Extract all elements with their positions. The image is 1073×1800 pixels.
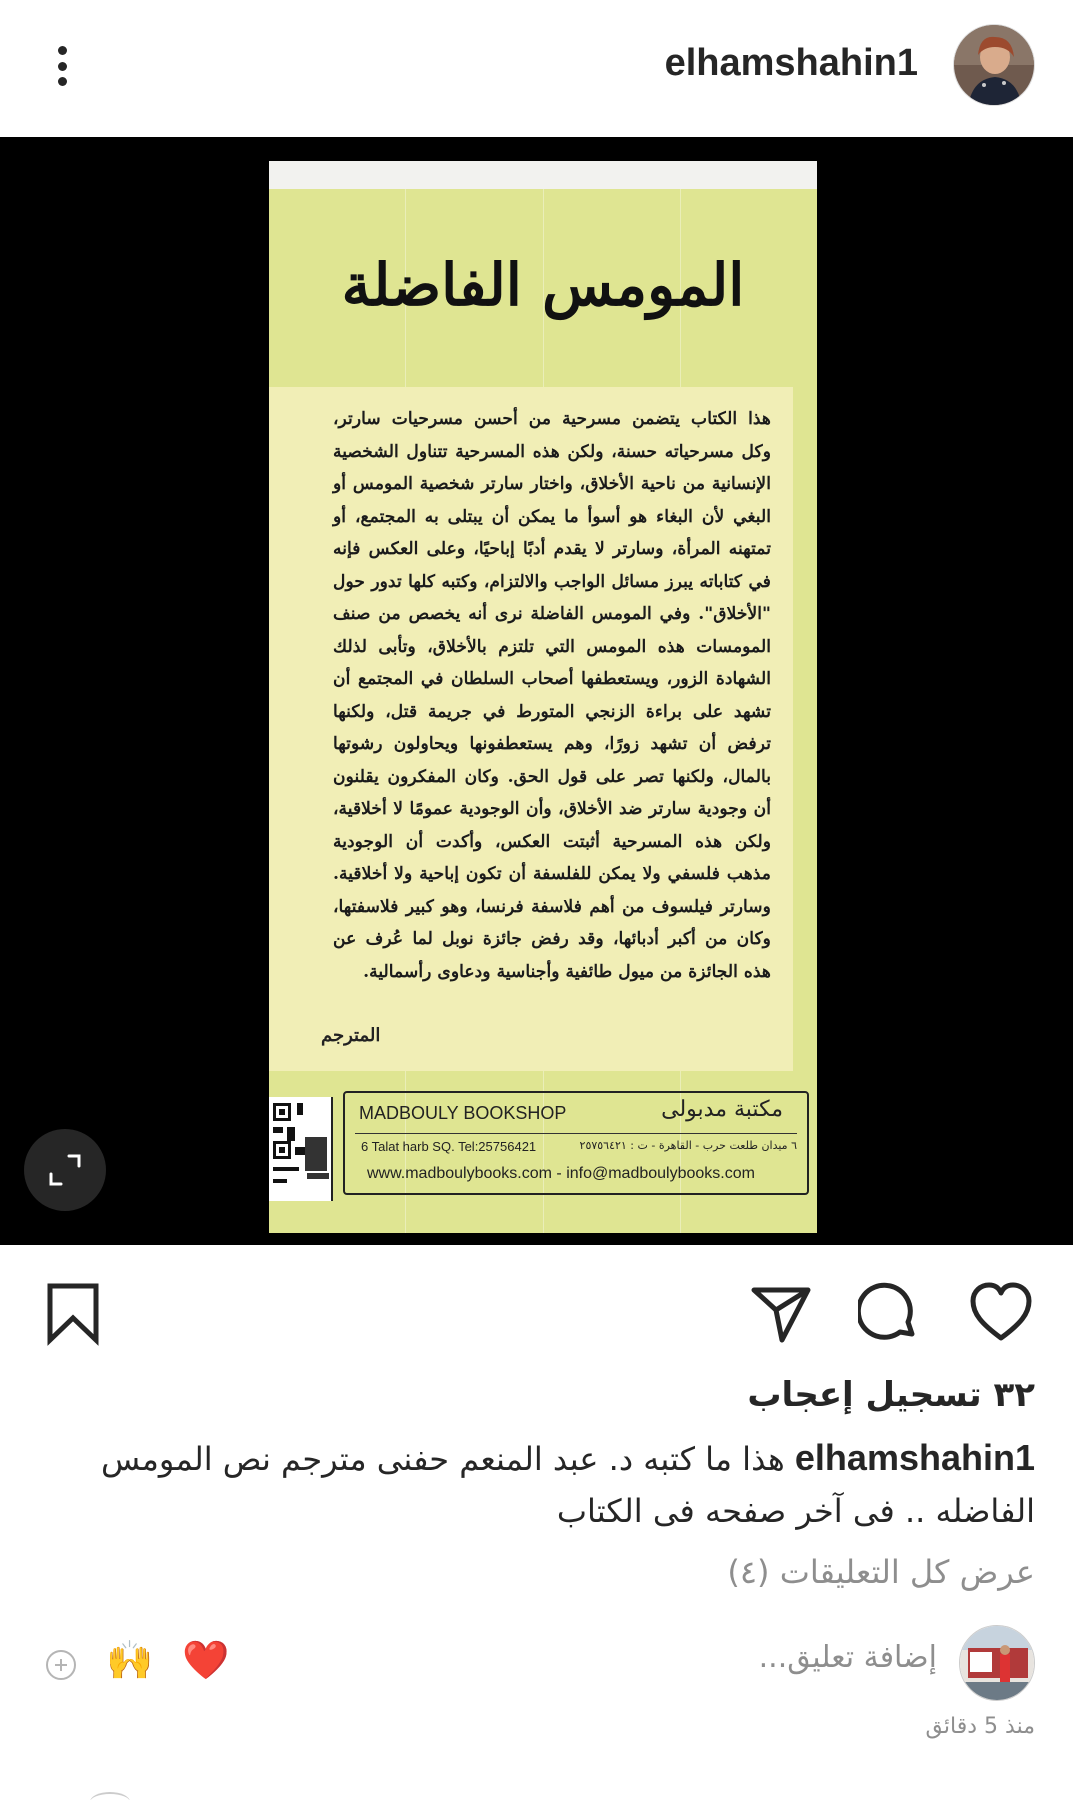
dot [58, 62, 67, 71]
add-comment-input[interactable]: إضافة تعليق... [758, 1640, 937, 1675]
publisher-address-ar: ٦ ميدان طلعت حرب - القاهرة - ت : ٢٥٧٥٦٤٢١ [579, 1139, 797, 1152]
publisher-box [343, 1091, 809, 1195]
divider [355, 1133, 797, 1134]
send-icon [748, 1280, 814, 1346]
publisher-name-ar: مكتبة مدبولى [661, 1097, 783, 1122]
book-blurb-text: هذا الكتاب يتضمن مسرحية من أحسن مسرحيات سارتر، وكل مسرحياته حسنة، ولكن هذه المسرحية تتناول الشخصية الإنسانية من ناحية الأخلاق، واختار سارتر شخصية المومس أو البغي لأن البغاء هو أسوأ ما يمكن أن يبتلى به المجتمع، أو تمتهنه المرأة، وسارتر لا يقدم أدبًا إباحيًا، وعلى العكس فإنه في كتاباته يبرز مسائل الواجب والالتزام، وكتبه كلها تدور حول "الأخلاق". وفي المومس الفاضلة نرى أنه يخصص من صنف المومسات هذه المومس التي تلتزم بالأخلاق، وتأبى لذلك الشهادة الزور، ويستعطفها أصحاب السلطان في المجتمع أن تشهد على براءة الزنجي المتورط في جريمة قتل، ولكنها ترفض أن تشهد زورًا، وهم يستعطفونها ويحاولون رشوتها بالمال، ولكنها تصر على قول الحق. وكان المفكرون يقلنون أن وجودية سارتر ضد الأخلاق، وأن الوجودية عمومًا لا أخلاقية، ولكن هذه المسرحية أثبتت العكس، وأكدت أن الوجودية مذهب فلسفي ولا يمكن للفلسفة أن تكون إباحية ولا أخلاقية. وسارتر فيلسوف من أهم فلاسفة فرنسا، وهو كبير فلاسفتها، وكان من أكبر أدبائها، وقد رفض جائزة نوبل لما عُرف عن هذه الجائزة من ميول طائفية وأجناسية ودعاوى رأسمالية. [333, 409, 771, 982]
like-button[interactable] [968, 1280, 1034, 1346]
publisher-address-en: 6 Talat harb SQ. Tel:25756421 [361, 1139, 537, 1154]
book-blurb-box [269, 387, 793, 1071]
caption-username[interactable]: elhamshahin1 [794, 1437, 1035, 1478]
dot [58, 46, 67, 55]
comment-icon [858, 1280, 924, 1346]
post-timestamp: منذ 5 دقائق [925, 1714, 1035, 1739]
add-emoji-icon[interactable] [46, 1650, 76, 1680]
heart-emoji-button[interactable]: ❤️ [182, 1638, 230, 1682]
page-top-strip [269, 161, 817, 189]
view-all-comments-link[interactable]: عرض كل التعليقات (٤) [727, 1553, 1035, 1591]
book-back-cover-image [269, 161, 817, 1233]
post-media[interactable] [0, 137, 1073, 1245]
book-title: المومس الفاضلة [341, 251, 745, 319]
post-caption [35, 1432, 1035, 1537]
translator-signature: المترجم [321, 1025, 381, 1046]
raised-hands-emoji-button[interactable]: 🙌 [106, 1638, 154, 1682]
bookmark-icon [40, 1280, 106, 1346]
profile-avatar[interactable] [953, 24, 1035, 106]
expand-button[interactable] [24, 1129, 106, 1211]
post-username[interactable]: elhamshahin1 [664, 42, 918, 84]
expand-icon [45, 1150, 85, 1190]
qr-code [269, 1097, 333, 1201]
more-options-button[interactable] [44, 40, 80, 92]
likes-count[interactable]: ٣٢ تسجيل إعجاب [747, 1375, 1035, 1415]
share-button[interactable] [748, 1280, 814, 1346]
post-header [0, 0, 1073, 137]
publisher-name-en: MADBOULY BOOKSHOP [359, 1103, 567, 1123]
publisher-website: www.madboulybooks.com - info@madboulybooks.com [367, 1165, 755, 1182]
current-user-avatar [959, 1625, 1035, 1701]
dot [58, 77, 67, 86]
save-button[interactable] [40, 1280, 106, 1346]
heart-icon [968, 1280, 1034, 1346]
next-post-edge [90, 1792, 130, 1800]
caption-text: هذا ما كتبه د. عبد المنعم حفنى مترجم نص المومس الفاضله .. فى آخر صفحه فى الكتاب [100, 1440, 1035, 1530]
comment-button[interactable] [858, 1280, 924, 1346]
add-comment-row [0, 1620, 1073, 1710]
action-bar [0, 1245, 1073, 1375]
